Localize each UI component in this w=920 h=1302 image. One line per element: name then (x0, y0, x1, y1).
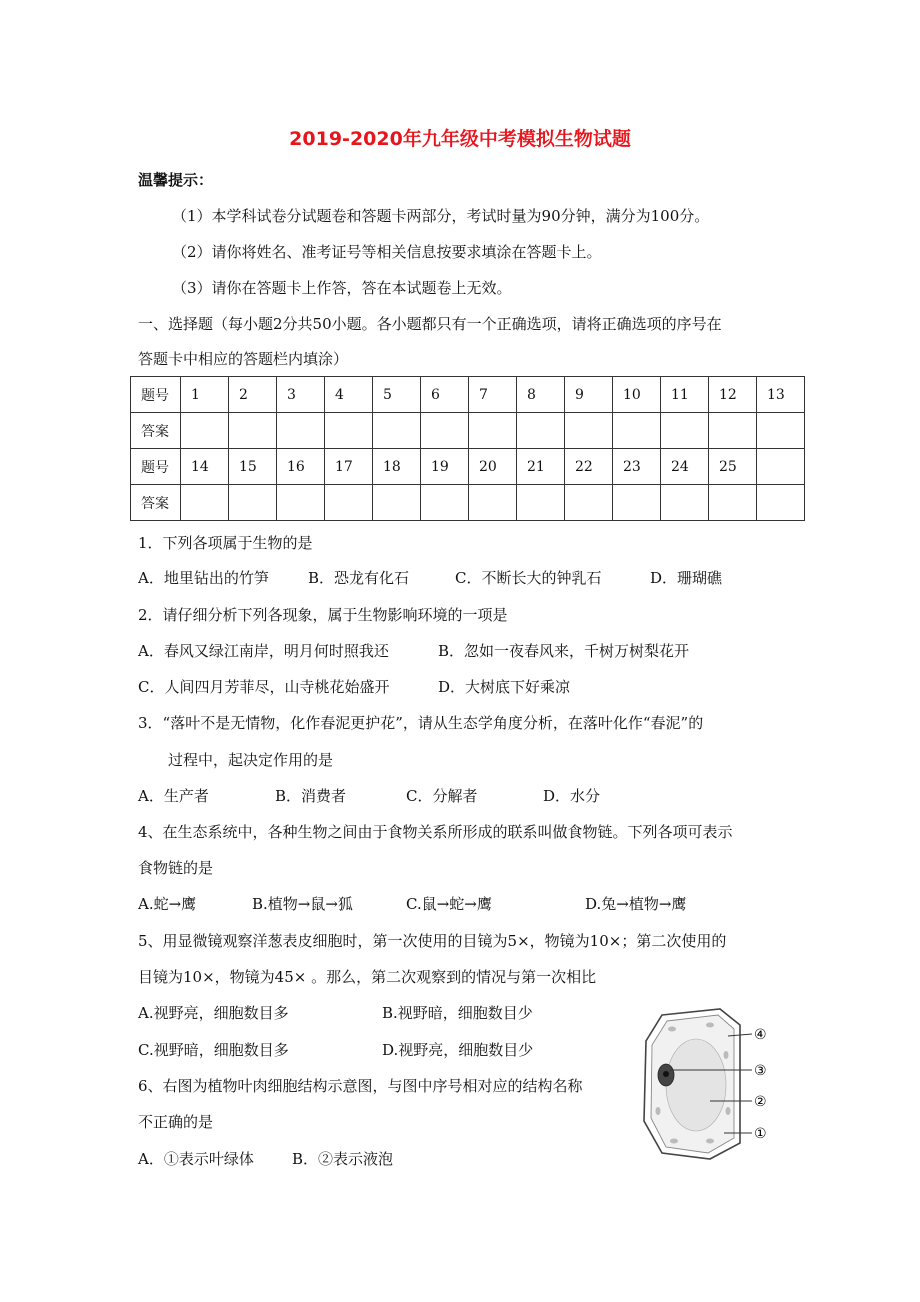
label-2: ② (754, 1094, 767, 1110)
answer-cell[interactable] (565, 413, 613, 449)
q4-option-c: C.鼠→蛇→鹰 (406, 895, 492, 913)
answer-cell[interactable] (229, 413, 277, 449)
table-cell: 3 (277, 377, 325, 413)
label-3: ③ (754, 1063, 767, 1079)
section-instruction-line2: 答题卡中相应的答题栏内填涂） (138, 350, 349, 368)
q2-option-c: C．人间四月芳菲尽，山寺桃花始盛开 (138, 678, 390, 696)
q6-stem-line2: 不正确的是 (138, 1113, 214, 1131)
q5-option-b: B.视野暗，细胞数目少 (382, 1004, 533, 1022)
table-cell: 23 (613, 449, 661, 485)
q3-option-b: B．消费者 (275, 787, 347, 805)
table-row (131, 485, 805, 521)
section-instruction-line1: 一、选择题（每小题2分共50小题。各小题都只有一个正确选项，请将正确选项的序号在 (138, 315, 722, 333)
q3-option-c: C．分解者 (406, 787, 478, 805)
q5-option-d: D.视野亮，细胞数目少 (382, 1041, 534, 1059)
answer-cell[interactable] (613, 413, 661, 449)
answer-cell[interactable] (229, 485, 277, 521)
plant-cell-diagram (640, 1003, 772, 1163)
answer-cell[interactable] (181, 413, 229, 449)
chloroplast (706, 1023, 714, 1028)
q5-option-c: C.视野暗，细胞数目多 (138, 1041, 289, 1059)
q5-stem-line2: 目镜为10×，物镜为45× 。那么，第二次观察到的情况与第一次相比 (138, 968, 597, 986)
table-cell: 11 (661, 377, 709, 413)
answer-cell[interactable] (517, 413, 565, 449)
answer-cell[interactable] (709, 485, 757, 521)
table-cell: 20 (469, 449, 517, 485)
q1-option-b: B．恐龙有化石 (308, 569, 410, 587)
answer-cell[interactable] (709, 413, 757, 449)
q4-option-b: B.植物→鼠→狐 (252, 895, 353, 913)
q1-option-d: D．珊瑚礁 (650, 569, 723, 587)
table-cell: 8 (517, 377, 565, 413)
answer-cell[interactable] (277, 413, 325, 449)
row-label: 题号 (131, 377, 181, 413)
q3-option-d: D．水分 (543, 787, 601, 805)
answer-cell[interactable] (757, 413, 805, 449)
table-row (131, 449, 805, 485)
table-cell: 1 (181, 377, 229, 413)
table-row (131, 413, 805, 449)
vacuole (666, 1039, 726, 1131)
answer-cell[interactable] (421, 413, 469, 449)
q4-option-a: A.蛇→鹰 (138, 895, 197, 913)
table-cell: 5 (373, 377, 421, 413)
answer-cell[interactable] (325, 413, 373, 449)
q5-option-a: A.视野亮，细胞数目多 (138, 1004, 289, 1022)
answer-cell[interactable] (373, 413, 421, 449)
table-cell: 17 (325, 449, 373, 485)
table-cell: 22 (565, 449, 613, 485)
q2-option-b: B．忽如一夜春风来，千树万树梨花开 (438, 642, 690, 660)
q4-stem-line2: 食物链的是 (138, 859, 214, 877)
table-cell: 7 (469, 377, 517, 413)
table-cell: 14 (181, 449, 229, 485)
q5-stem-line1: 5、用显微镜观察洋葱表皮细胞时，第一次使用的目镜为5×，物镜为10×；第二次使用的 (138, 932, 727, 950)
table-cell: 19 (421, 449, 469, 485)
table-cell: 24 (661, 449, 709, 485)
label-1: ① (754, 1126, 767, 1142)
q2-option-a: A．春风又绿江南岸，明月何时照我还 (138, 642, 389, 660)
row-label: 题号 (131, 449, 181, 485)
q4-stem-line1: 4、在生态系统中，各种生物之间由于食物关系所形成的联系叫做食物链。下列各项可表示 (138, 823, 733, 841)
table-cell: 15 (229, 449, 277, 485)
table-cell: 4 (325, 377, 373, 413)
q6-stem-line1: 6、右图为植物叶肉细胞结构示意图，与图中序号相对应的结构名称 (138, 1077, 583, 1095)
q2-stem: 2．请仔细分析下列各现象，属于生物影响环境的一项是 (138, 606, 508, 624)
q2-option-d: D．大树底下好乘凉 (438, 678, 571, 696)
table-cell: 10 (613, 377, 661, 413)
chloroplast (726, 1107, 731, 1115)
table-cell: 6 (421, 377, 469, 413)
table-cell: 21 (517, 449, 565, 485)
answer-cell[interactable] (565, 485, 613, 521)
answer-cell[interactable] (517, 485, 565, 521)
chloroplast (670, 1139, 678, 1144)
tip-3: （3）请你在答题卡上作答，答在本试题卷上无效。 (172, 279, 512, 297)
q1-stem: 1．下列各项属于生物的是 (138, 534, 313, 552)
answer-table (130, 376, 805, 521)
tip-1: （1）本学科试卷分试题卷和答题卡两部分，考试时量为90分钟，满分为100分。 (172, 207, 710, 225)
answer-cell[interactable] (757, 485, 805, 521)
answer-cell[interactable] (469, 413, 517, 449)
q3-option-a: A．生产者 (138, 787, 209, 805)
q1-option-c: C．不断长大的钟乳石 (455, 569, 602, 587)
row-label: 答案 (131, 413, 181, 449)
answer-cell[interactable] (661, 485, 709, 521)
q6-option-b: B．②表示液泡 (292, 1150, 394, 1168)
table-cell: 18 (373, 449, 421, 485)
q3-stem-line1: 3．“落叶不是无情物，化作春泥更护花”，请从生态学角度分析，在落叶化作“春泥”的 (138, 714, 704, 732)
page-title: 2019-2020年九年级中考模拟生物试题 (289, 128, 631, 150)
chloroplast (706, 1139, 714, 1144)
tips-heading: 温馨提示： (138, 171, 214, 189)
q3-stem-line2: 过程中，起决定作用的是 (168, 751, 334, 769)
chloroplast (668, 1027, 676, 1032)
table-cell: 9 (565, 377, 613, 413)
table-cell: 16 (277, 449, 325, 485)
table-cell: 2 (229, 377, 277, 413)
table-cell (757, 449, 805, 485)
q4-option-d: D.兔→植物→鹰 (585, 895, 687, 913)
answer-cell[interactable] (373, 485, 421, 521)
tip-2: （2）请你将姓名、准考证号等相关信息按要求填涂在答题卡上。 (172, 243, 602, 261)
row-label: 答案 (131, 485, 181, 521)
q1-option-a: A．地里钻出的竹笋 (138, 569, 269, 587)
table-row (131, 377, 805, 413)
table-cell: 12 (709, 377, 757, 413)
answer-cell[interactable] (469, 485, 517, 521)
answer-cell[interactable] (181, 485, 229, 521)
answer-cell[interactable] (325, 485, 373, 521)
answer-cell[interactable] (661, 413, 709, 449)
chloroplast (724, 1051, 729, 1059)
table-cell: 25 (709, 449, 757, 485)
label-4: ④ (754, 1027, 767, 1043)
table-cell: 13 (757, 377, 805, 413)
answer-cell[interactable] (421, 485, 469, 521)
answer-cell[interactable] (277, 485, 325, 521)
chloroplast (656, 1107, 661, 1115)
q6-option-a: A．①表示叶绿体 (138, 1150, 254, 1168)
answer-cell[interactable] (613, 485, 661, 521)
